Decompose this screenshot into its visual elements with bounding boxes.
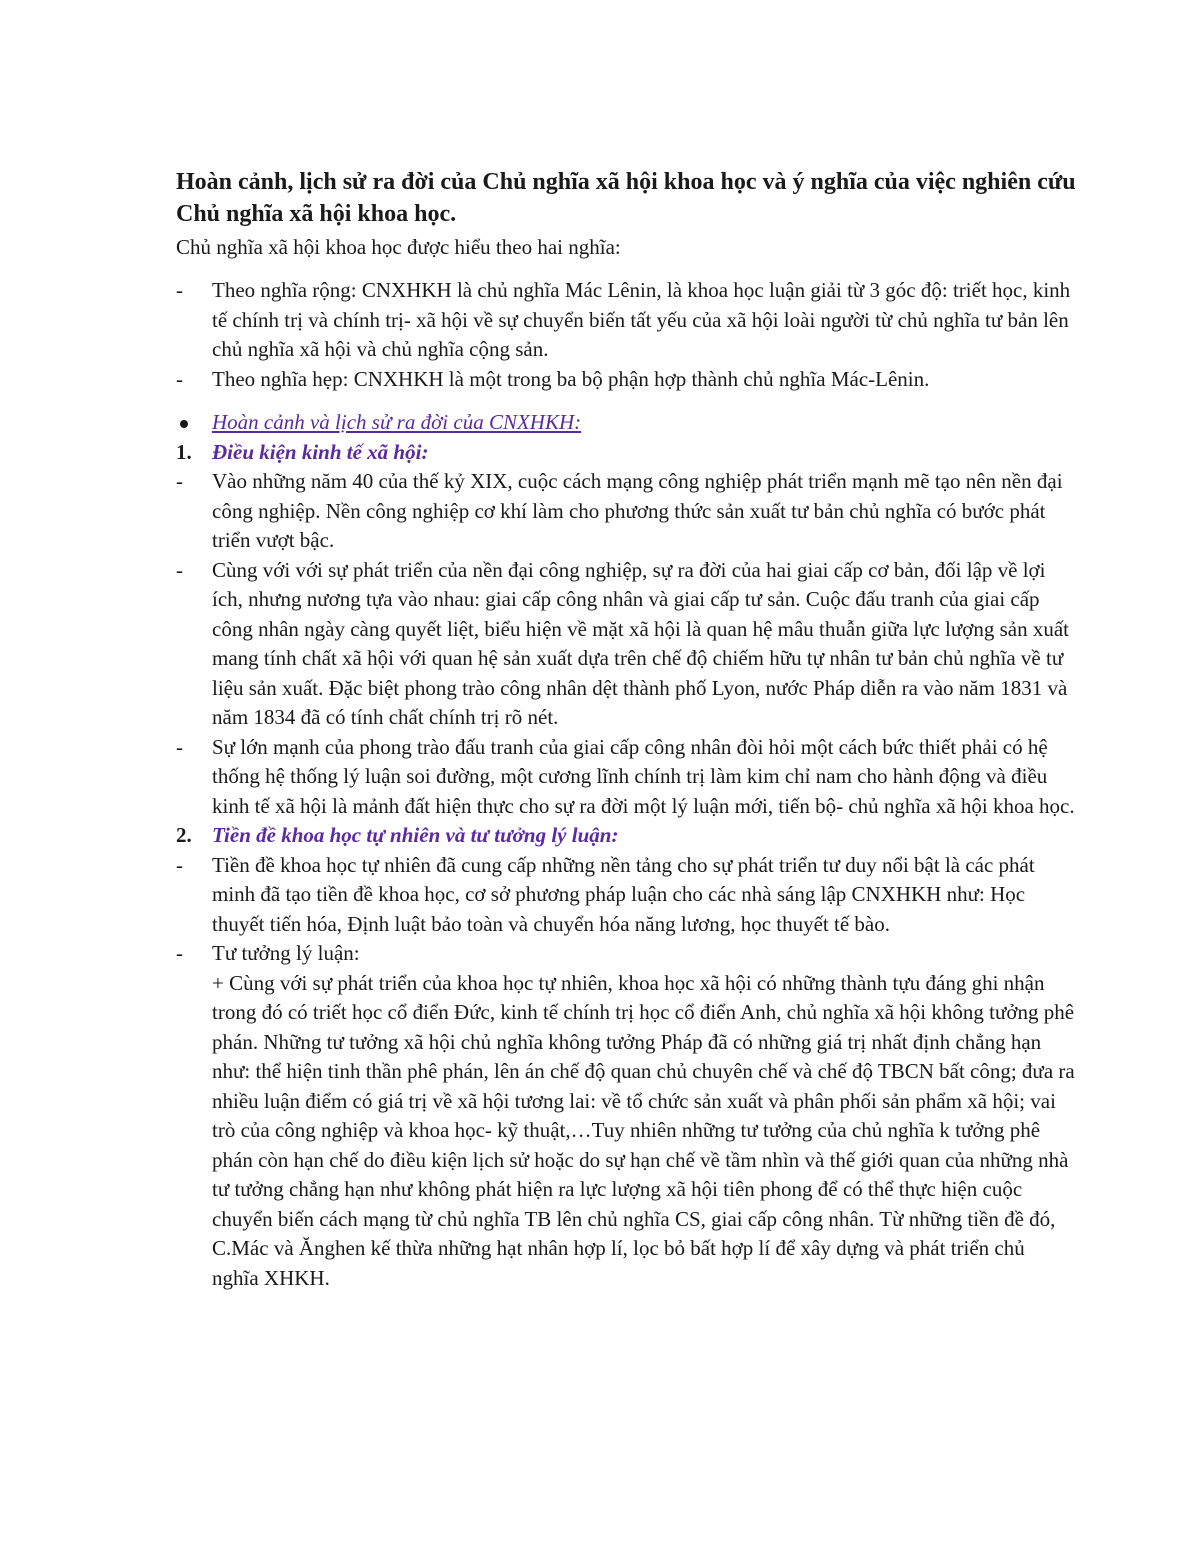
document-body [176, 166, 1076, 1293]
subsection-title: Tiền đề khoa học tự nhiên và tư tưởng lý luận: [212, 823, 619, 847]
section-list [176, 408, 1076, 438]
dash-marker: - [176, 469, 183, 493]
list-item-text: Sự lớn mạnh của phong trào đấu tranh của giai cấp công nhân đòi hỏi một cách bức thiết phải có hệ thống hệ thống lý luận soi đường, một cương lĩnh chính trị làm kim chỉ nam cho hành động và điều kinh tế xã hội là mảnh đất hiện thực cho sự ra đời một lý luận mới, tiến bộ- chủ nghĩa xã hội khoa học. [212, 734, 1075, 818]
intro-paragraph: Chủ nghĩa xã hội khoa học được hiểu theo hai nghĩa: [176, 235, 621, 259]
subsection-1 [176, 438, 1076, 822]
dash-marker: - [176, 941, 183, 965]
list-item-detail: + Cùng với sự phát triển của khoa học tự nhiên, khoa học xã hội có những thành tựu đáng ghi nhận trong đó có triết học cổ điển Đức, kinh tế chính trị học cổ điển Anh, chủ nghĩa xã hội không tưởng phê phán. Những tư tưởng xã hội chủ nghĩa không tưởng Pháp đã có những giá trị nhất định chẳng hạn như: thể hiện tinh thần phê phán, lên án chế độ quan chủ chuyên chế và chế độ TBCN bất công; đưa ra nhiều luận điểm có giá trị về xã hội tương lai: về tổ chức sản xuất và phân phối sản phẩm xã hội; vai trò của công nghiệp và khoa học- kỹ thuật,…Tuy nhiên những tư tưởng của chủ nghĩa k tưởng phê phán còn hạn chế do điều kiện lịch sử hoặc do sự hạn chế về tầm nhìn và thế giới quan của những nhà tư tưởng chẳng hạn như không phát hiện ra lực lượng xã hội tiên phong để có thể thực hiện cuộc chuyển biến cách mạng từ chủ nghĩa TB lên chủ nghĩa CS, giai cấp công nhân. Từ những tiền đề đó, C.Mác và Ănghen kế thừa những hạt nhân hợp lí, lọc bỏ bất hợp lí để xây dựng và phát triển chủ nghĩa XHKH. [212, 970, 1075, 1290]
subsection-1-heading [176, 438, 1076, 468]
dash-marker: - [176, 852, 183, 877]
list-item [176, 939, 1076, 1293]
list-item [176, 365, 1076, 395]
dash-marker: - [176, 366, 183, 391]
list-item-text: Cùng với với sự phát triển của nền đại công nghiệp, sự ra đời của hai giai cấp cơ bản, đối lập về lợi ích, nhưng nương tựa vào nhau: giai cấp công nhân và giai cấp tư sản. Cuộc đấu tranh của giai cấp công nhân ngày càng quyết liệt, biểu hiện về mặt xã hội là quan hệ mâu thuẫn giữa lực lượng sản xuất mang tính chất xã hội với quan hệ sản xuất dựa trên chế độ chiếm hữu tự nhân tư bản chủ nghĩa về tư liệu sản xuất. Đặc biệt phong trào công nhân dệt thành phố Lyon, nước Pháp diễn ra vào năm 1831 và năm 1834 đã có tính chất chính trị rõ nét. [212, 557, 1070, 729]
list-item-text: Theo nghĩa hẹp: CNXHKH là một trong ba bộ phận hợp thành chủ nghĩa Mác-Lênin. [212, 366, 930, 391]
list-item [176, 467, 1076, 556]
document-title: Hoàn cảnh, lịch sử ra đời của Chủ nghĩa xã hội khoa học và ý nghĩa của việc nghiên cứu Chủ nghĩa xã hội khoa học. [176, 169, 1076, 227]
dash-marker: - [176, 557, 183, 582]
list-item-text: Vào những năm 40 của thế kỷ XIX, cuộc cách mạng công nghiệp phát triển mạnh mẽ tạo nên nền đại công nghiệp. Nền công nghiệp cơ khí làm cho phương thức sản xuất tư bản chủ nghĩa có bước phát triển vượt bậc. [212, 469, 1063, 552]
list-item [176, 556, 1076, 733]
dash-marker: - [176, 278, 183, 302]
list-item [176, 733, 1076, 822]
section-heading: Hoàn cảnh và lịch sử ra đời của CNXHKH: [212, 410, 582, 434]
definition-list [176, 276, 1076, 394]
subsection-number: 1. [176, 439, 192, 464]
subsection-2-heading [176, 821, 1076, 851]
list-item [176, 276, 1076, 365]
subsection-2 [176, 821, 1076, 1293]
list-item-text: Theo nghĩa rộng: CNXHKH là chủ nghĩa Mác Lênin, là khoa học luận giải từ 3 góc độ: triết học, kinh tế chính trị và chính trị- xã hội về sự chuyển biến tất yếu của xã hội loài người từ chủ nghĩa tư bản lên chủ nghĩa xã hội và chủ nghĩa cộng sản. [212, 278, 1071, 361]
subsection-title: Điều kiện kinh tế xã hội: [212, 439, 429, 464]
list-item-text: Tiền đề khoa học tự nhiên đã cung cấp những nền tảng cho sự phát triển tư duy nổi bật là các phát minh đã tạo tiền đề khoa học, cơ sở phương pháp luận cho các nhà sáng lập CNXHKH như: Học thuyết tiến hóa, Định luật bảo toàn và chuyển hóa năng lương, học thuyết tế bào. [212, 852, 1035, 936]
bullet-dot-icon [180, 420, 188, 428]
dash-marker: - [176, 734, 183, 759]
subsection-number: 2. [176, 823, 192, 847]
list-item-text: Tư tưởng lý luận: [212, 941, 360, 965]
section-heading-item [176, 408, 1076, 438]
list-item [176, 851, 1076, 940]
